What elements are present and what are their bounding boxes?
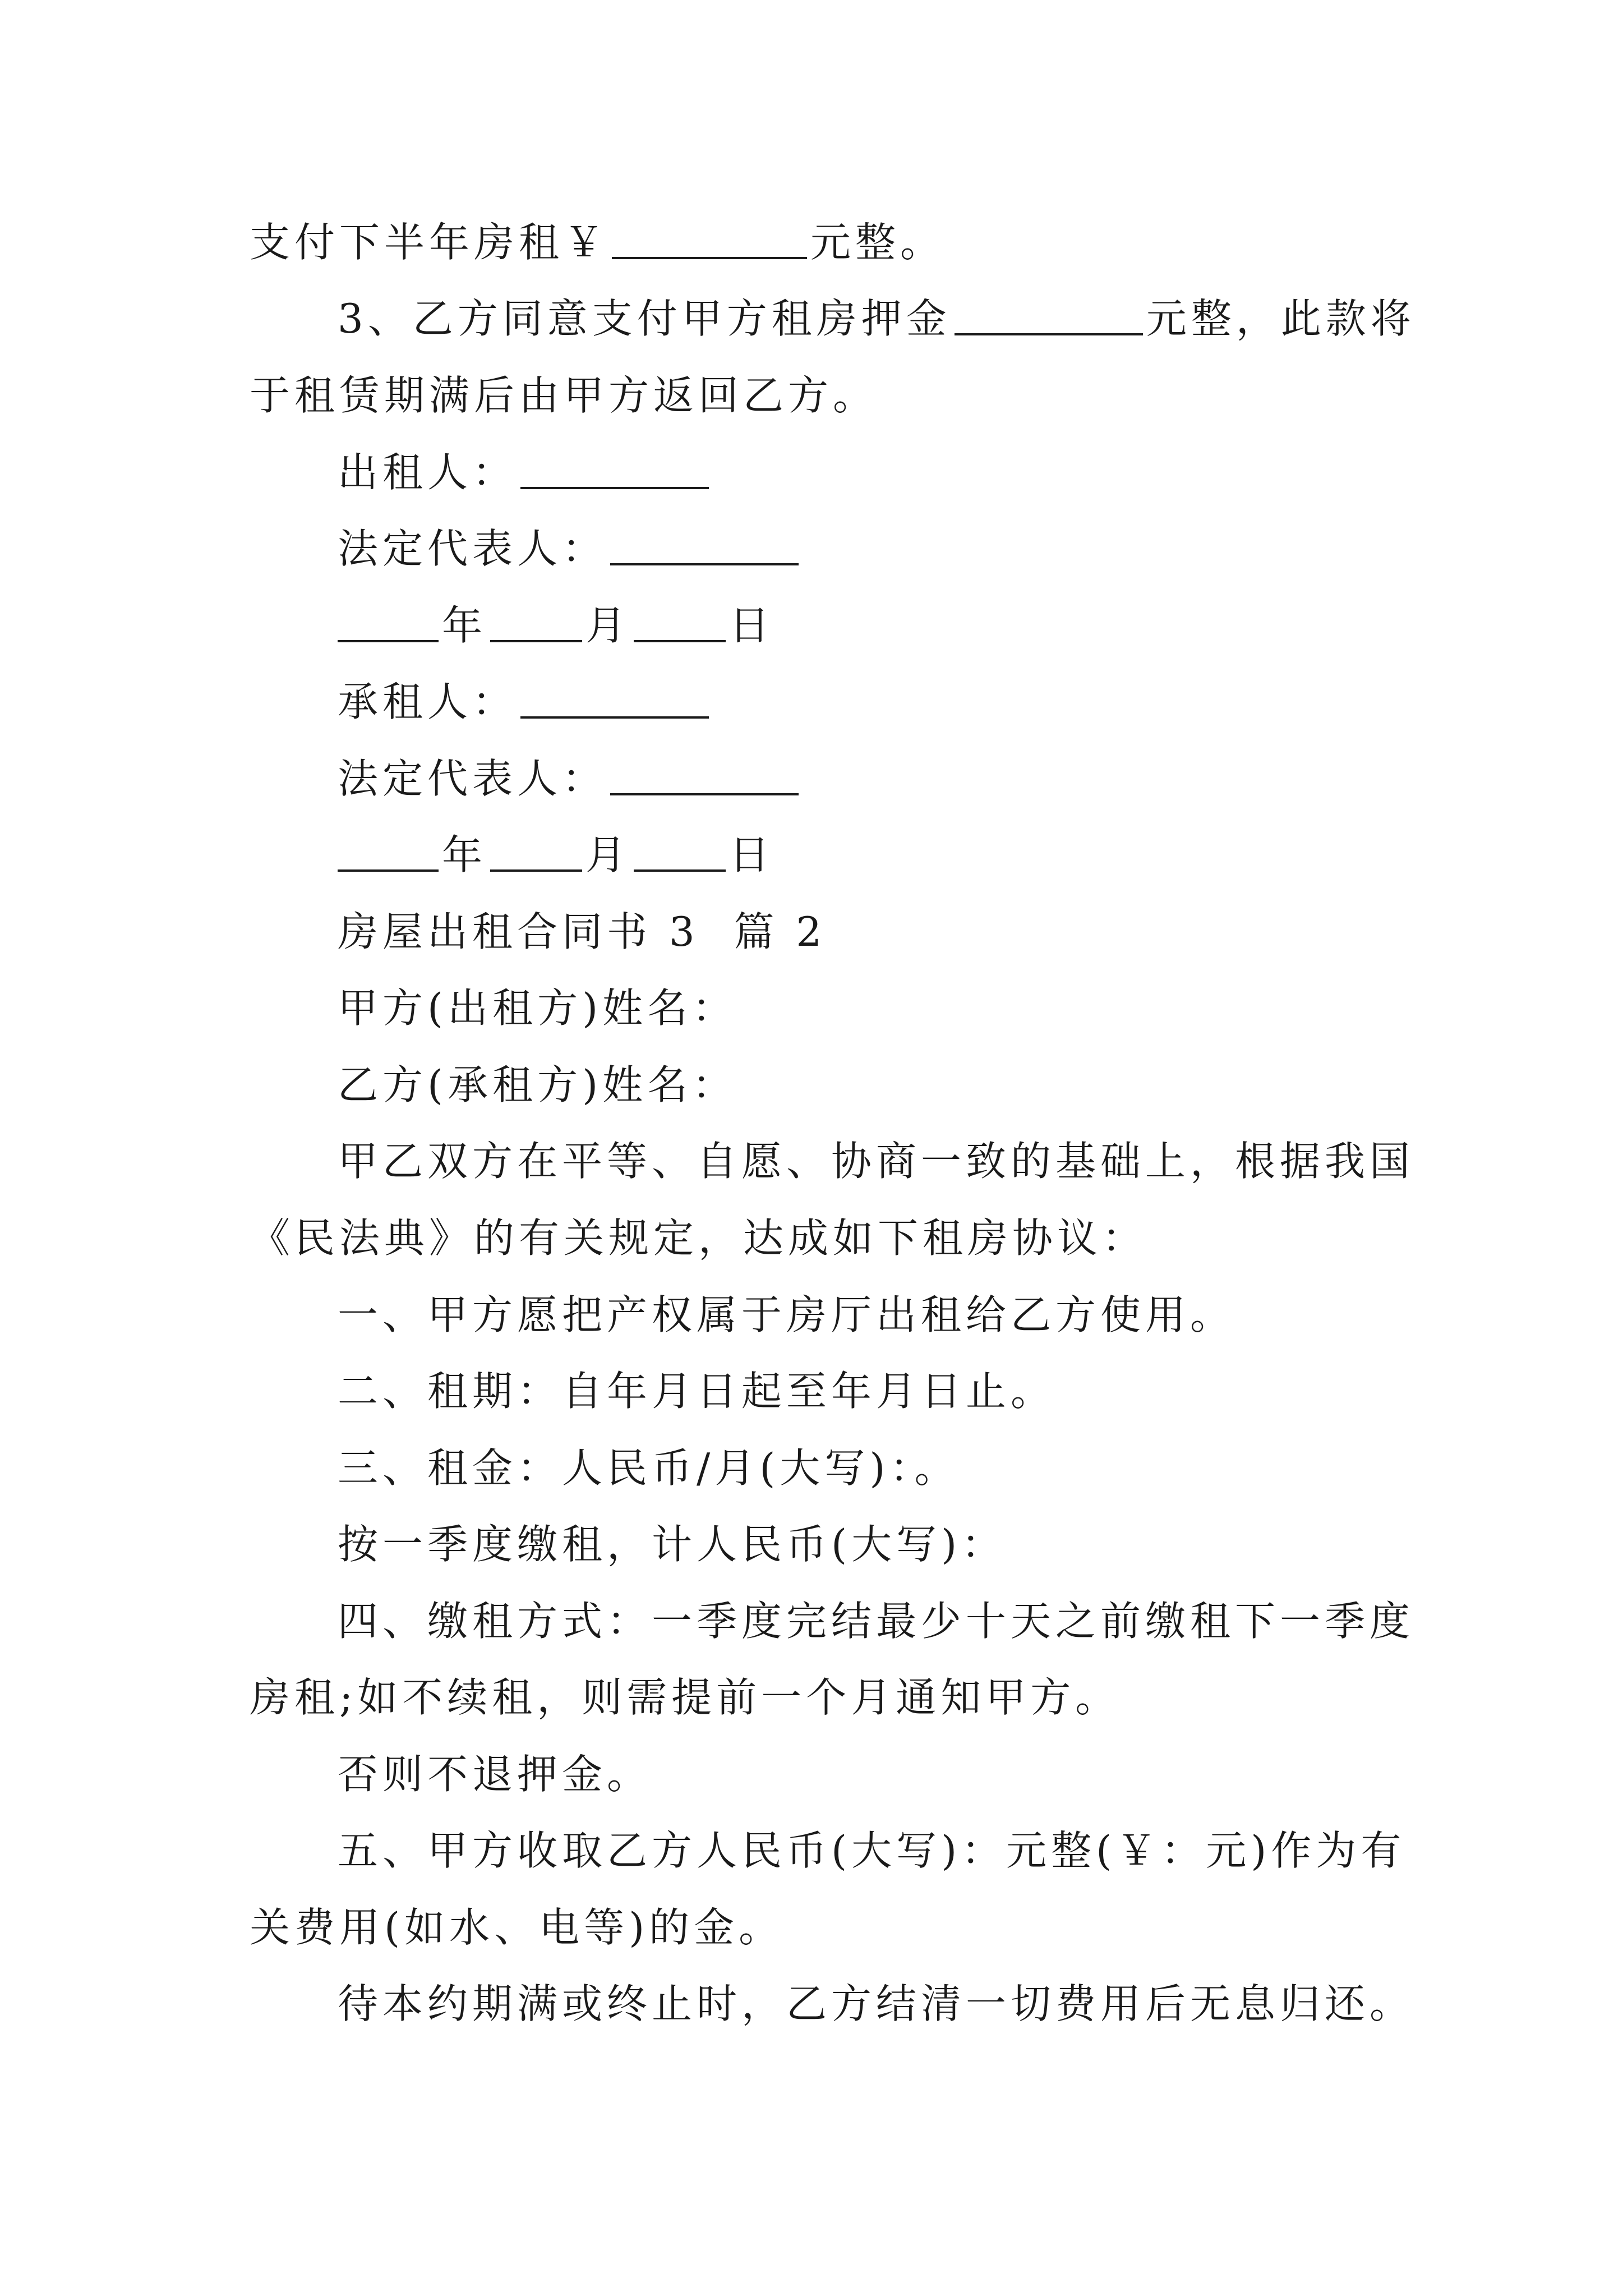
text-segment: 法定代表人： <box>338 755 607 802</box>
blank-field <box>634 597 726 642</box>
blank-field <box>338 827 439 872</box>
lessee-line <box>338 674 712 730</box>
text-segment: 月 <box>585 602 631 649</box>
text-segment: 日 <box>729 602 774 649</box>
clause-4-cont-line <box>250 1669 1120 1726</box>
text-segment: 甲乙双方在平等、自愿、协商一致的基础上，根据我国 <box>338 1138 1415 1185</box>
clause-4-line <box>338 1593 1414 1649</box>
text-segment: 日 <box>729 831 774 878</box>
paragraph-line <box>338 1133 1414 1189</box>
clause-1-line <box>338 1287 1235 1343</box>
clause-2-line <box>338 1363 1055 1419</box>
clause-5-note-line <box>338 1976 1414 2032</box>
text-segment: 乙方(承租方)姓名： <box>338 1061 737 1108</box>
blank-field <box>955 291 1143 335</box>
clause-5-line <box>338 1823 1405 1879</box>
text-segment: 年 <box>442 831 487 878</box>
text-segment: 出租人： <box>338 449 518 496</box>
text-segment: 四、缴租方式：一季度完结最少十天之前缴租下一季度 <box>338 1598 1415 1645</box>
blank-field <box>634 827 726 872</box>
lessor-line <box>338 444 712 500</box>
text-segment: 元整。 <box>810 219 946 266</box>
blank-field <box>520 674 709 719</box>
text-segment: 年 <box>442 602 487 649</box>
text-segment: 甲方(出租方)姓名： <box>338 984 737 1032</box>
blank-field <box>490 827 582 872</box>
section-heading <box>338 904 826 960</box>
text-segment: 房租;如不续租，则需提前一个月通知甲方。 <box>250 1674 1121 1721</box>
clause-3-line <box>338 1440 959 1496</box>
text-segment: 否则不退押金。 <box>338 1751 652 1798</box>
text-segment: 房屋出租合同书 3 篇 2 <box>338 908 827 955</box>
blank-field <box>610 521 799 565</box>
text-segment: 三、租金：人民币/月(大写)：。 <box>338 1444 960 1492</box>
clause-3-detail-line <box>338 1516 1006 1572</box>
blank-field <box>610 751 799 795</box>
blank-field <box>612 214 807 259</box>
text-segment: 承租人： <box>338 678 518 725</box>
clause-4-note-line <box>338 1746 652 1802</box>
text-segment: 按一季度缴租，计人民币(大写)： <box>338 1521 1007 1568</box>
blank-field <box>490 597 582 642</box>
text-segment: 一、甲方愿把产权属于房厅出租给乙方使用。 <box>338 1291 1235 1338</box>
text-segment: 于租赁期满后由甲方返回乙方。 <box>250 372 878 419</box>
text-segment: 元整，此款将 <box>1146 295 1415 342</box>
text-segment: 月 <box>585 831 631 878</box>
text-segment: 支付下半年房租￥ <box>250 219 609 266</box>
lessee-legal-rep-line <box>338 751 802 807</box>
lessor-legal-rep-line <box>338 521 802 577</box>
text-segment: 二、租期：自年月日起至年月日止。 <box>338 1368 1056 1415</box>
lessee-date-line <box>338 827 774 883</box>
blank-field <box>520 444 709 489</box>
text-segment: 3、乙方同意支付甲方租房押金 <box>338 295 951 342</box>
text-segment: 五、甲方收取乙方人民币(大写)：元整(￥：元)作为有 <box>338 1827 1406 1874</box>
party-a-name-line <box>338 980 737 1036</box>
lessor-date-line <box>338 597 774 654</box>
clause-5-cont-line <box>250 1899 783 1955</box>
text-segment: 《民法典》的有关规定，达成如下租房协议： <box>250 1214 1147 1262</box>
party-b-name-line <box>338 1057 737 1113</box>
paragraph-line <box>250 1210 1147 1266</box>
blank-field <box>338 597 439 642</box>
deposit-line <box>338 291 1415 347</box>
text-segment: 关费用(如水、电等)的金。 <box>250 1904 784 1951</box>
rent-second-half-line <box>250 214 945 270</box>
deposit-return-line <box>250 367 878 424</box>
text-segment: 法定代表人： <box>338 525 607 572</box>
text-segment: 待本约期满或终止时，乙方结清一切费用后无息归还。 <box>338 1980 1415 2027</box>
